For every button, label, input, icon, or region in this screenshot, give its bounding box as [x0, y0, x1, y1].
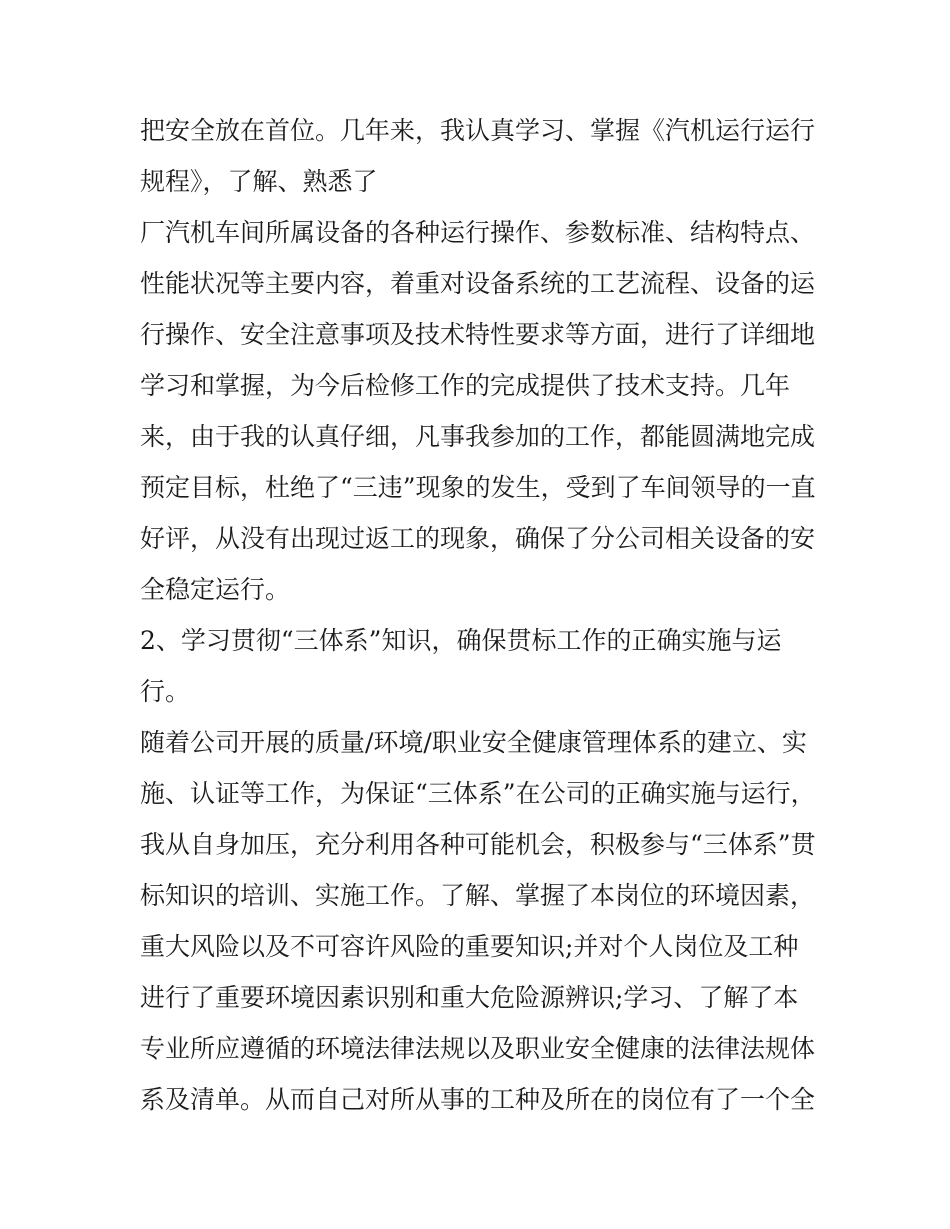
text-line: 施、认证等工作，为保证“三体系”在公司的正确实施与运行， — [140, 779, 816, 808]
text-line: 随着公司开展的质量/环境/职业安全健康管理体系的建立、实 — [140, 728, 807, 757]
text-line: 规程》，了解、熟悉了 — [140, 167, 378, 196]
text-line: 我从自身加压，充分利用各种可能机会，积极参与“三体系”贯 — [140, 830, 816, 859]
section-heading-line: 2、学习贯彻“三体系”知识，确保贯标工作的正确实施与运 — [140, 626, 782, 655]
text-line: 标知识的培训、实施工作。了解、掌握了本岗位的环境因素， — [140, 881, 816, 910]
section-heading-line: 行。 — [140, 677, 191, 706]
text-line: 学习和掌握，为今后检修工作的完成提供了技术支持。几年 — [140, 371, 791, 400]
text-line: 进行了重要环境因素识别和重大危险源辨识;学习、了解了本 — [140, 983, 799, 1012]
text-line: 来，由于我的认真仔细，凡事我参加的工作，都能圆满地完成 — [140, 422, 816, 451]
text-line: 系及清单。从而自己对所从事的工种及所在的岗位有了一个全 — [140, 1085, 816, 1114]
text-line: 专业所应遵循的环境法律法规以及职业安全健康的法律法规体 — [140, 1034, 816, 1063]
text-line: 厂汽机车间所属设备的各种运行操作、参数标准、结构特点、 — [140, 218, 816, 247]
text-line: 把安全放在首位。几年来，我认真学习、掌握《汽机运行运行 — [140, 116, 816, 145]
text-line: 全稳定运行。 — [140, 575, 291, 604]
text-line: 性能状况等主要内容，着重对设备系统的工艺流程、设备的运 — [140, 269, 816, 298]
document-body — [140, 105, 820, 1125]
text-line: 好评，从没有出现过返工的现象，确保了分公司相关设备的安 — [140, 524, 816, 553]
text-line: 行操作、安全注意事项及技术特性要求等方面，进行了详细地 — [140, 320, 816, 349]
text-line: 重大风险以及不可容许风险的重要知识;并对个人岗位及工种 — [140, 932, 799, 961]
text-line: 预定目标，杜绝了“三违”现象的发生，受到了车间领导的一直 — [140, 473, 816, 502]
